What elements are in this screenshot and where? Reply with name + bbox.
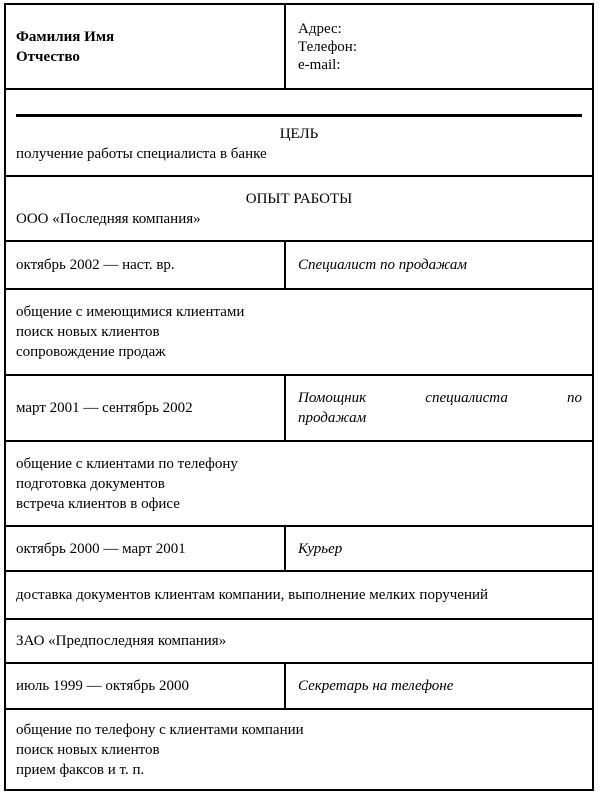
job-duties-row — [6, 572, 592, 620]
contact-cell — [288, 5, 592, 88]
resume-table — [4, 3, 594, 791]
job-duties-cell — [6, 290, 592, 374]
duty-item: общение по телефону с клиентами компании — [16, 721, 304, 738]
job-title-cell — [288, 376, 592, 440]
duty-item: поиск новых клиентов — [16, 741, 160, 758]
duty-item: подготовка документов — [16, 475, 165, 492]
company2-name: ЗАО «Предпоследняя компания» — [16, 633, 227, 649]
horizontal-rule — [16, 114, 582, 117]
job-row — [6, 242, 592, 290]
job-title: Секретарь на телефоне — [298, 678, 454, 694]
job-duties-row — [6, 442, 592, 527]
phone-label: Телефон: — [298, 38, 357, 55]
duty-item: прием факсов и т. п. — [16, 761, 145, 778]
job-title-word: по — [567, 390, 582, 406]
job-period-cell — [6, 376, 286, 440]
job-title-line2: продажам — [298, 410, 367, 426]
duty-item: поиск новых клиентов — [16, 324, 160, 340]
duty-item: общение с клиентами по телефону — [16, 455, 238, 472]
job-period-cell — [6, 242, 286, 288]
job-title-cell — [288, 664, 592, 708]
job-title: Специалист по продажам — [298, 257, 467, 273]
job-title-word: специалиста — [425, 390, 508, 406]
objective-text: получение работы специалиста в банке — [16, 146, 267, 162]
objective-row — [6, 90, 592, 177]
job-period: октябрь 2002 — наст. вр. — [16, 257, 175, 273]
name-line1: Фамилия Имя — [16, 28, 115, 45]
objective-cell — [6, 90, 592, 175]
name-line2: Отчество — [16, 48, 80, 65]
job-period-cell — [6, 527, 286, 570]
job-title-word: Помощник — [298, 390, 367, 406]
company2-cell — [6, 620, 592, 662]
job-row — [6, 376, 592, 442]
company-row — [6, 620, 592, 664]
job-duties-row — [6, 290, 592, 376]
job-title — [298, 388, 582, 408]
address-label: Адрес: — [298, 20, 342, 37]
job-row — [6, 527, 592, 572]
duty-item: общение с имеющимися клиентами — [16, 304, 245, 320]
job-period-cell — [6, 664, 286, 708]
duty-item: доставка документов клиентам компании, выполнение мелких поручений — [16, 587, 489, 603]
job-title: Курьер — [298, 540, 343, 557]
job-period: март 2001 — сентябрь 2002 — [16, 400, 193, 416]
duty-item: встреча клиентов в офисе — [16, 495, 180, 512]
job-duties-cell — [6, 710, 592, 789]
job-period: июль 1999 — октябрь 2000 — [16, 678, 190, 694]
email-label: e-mail: — [298, 56, 341, 73]
job-period: октябрь 2000 — март 2001 — [16, 540, 186, 557]
job-duties-row — [6, 710, 592, 789]
job-title-cell — [288, 527, 592, 570]
duty-item: сопровождение продаж — [16, 344, 166, 360]
job-row — [6, 664, 592, 710]
experience-heading-row — [6, 177, 592, 242]
company1-name: ООО «Последняя компания» — [16, 210, 201, 227]
experience-heading-cell — [6, 177, 592, 240]
job-title-cell — [288, 242, 592, 288]
experience-heading: ОПЫТ РАБОТЫ — [245, 190, 353, 207]
job-duties-cell — [6, 572, 592, 618]
header-row — [6, 5, 592, 90]
objective-heading: ЦЕЛЬ — [279, 126, 319, 142]
name-cell — [6, 5, 286, 88]
job-duties-cell — [6, 442, 592, 525]
